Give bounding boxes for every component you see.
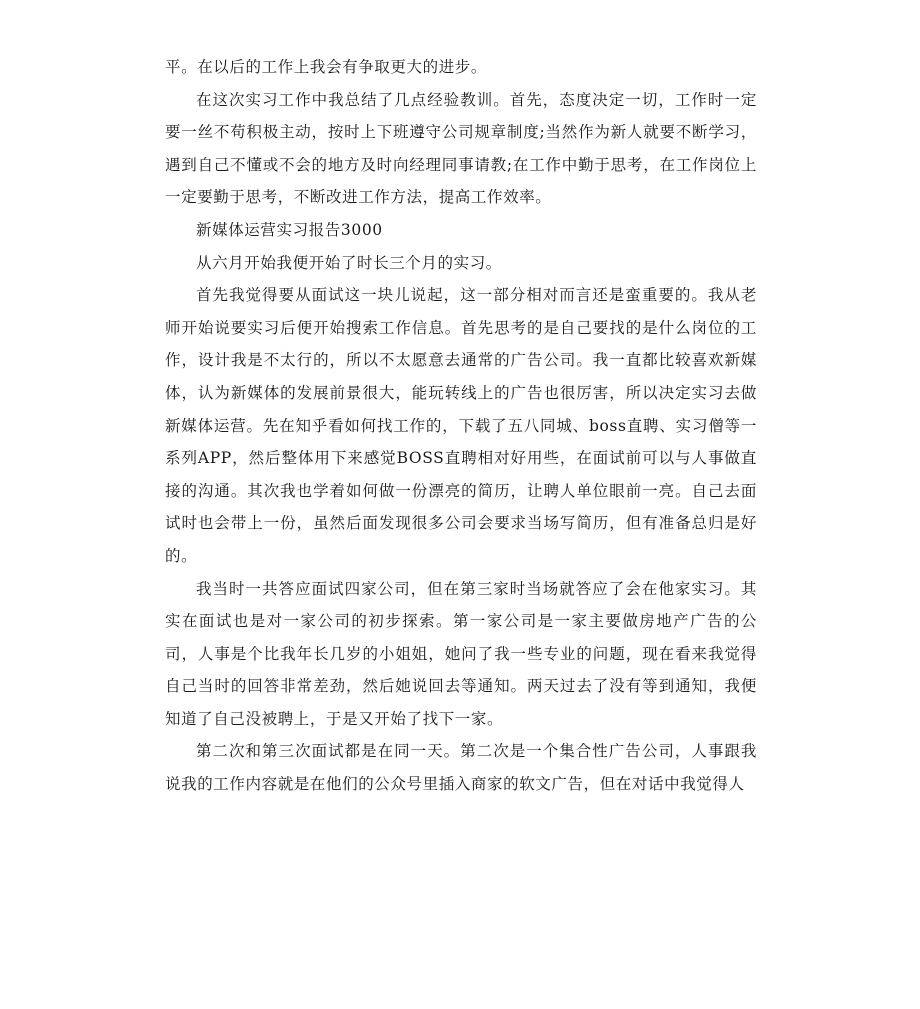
paragraph-second-interview: 第二次和第三次面试都是在同一天。第二次是一个集合性广告公司，人事跟我说我的工作内容就是在他们的公众号里插入商家的软文广告，但在对话中我觉得人 <box>165 742 757 794</box>
paragraph-lessons: 在这次实习工作中我总结了几点经验教训。首先，态度决定一切，工作时一定要一丝不苟积极主动，按时上下班遵守公司规章制度;当然作为新人就要不断学习，遇到自己不懂或不会的地方及时向经理同事请教;在工作中勤于思考，在工作岗位上一定要勤于思考，不断改进工作方法，提高工作效率。 <box>165 90 757 207</box>
paragraph-first-interview: 我当时一共答应面试四家公司，但在第三家时当场就答应了会在他家实习。其实在面试也是对一家公司的初步探索。第一家公司是一家主要做房地产广告的公司，人事是个比我年长几岁的小姐姐，她问了我一些专业的问题，现在看来我觉得自己当时的回答非常差劲，然后她说回去等通知。两天过去了没有等到通知，我便知道了自己没被聘上，于是又开始了找下一家。 <box>165 579 757 728</box>
section-heading: 新媒体运营实习报告3000 <box>196 220 383 239</box>
paragraph-continuation: 平。在以后的工作上我会有争取更大的进步。 <box>165 58 488 76</box>
document-body <box>165 51 757 801</box>
paragraph-interview-prep: 首先我觉得要从面试这一块儿说起，这一部分相对而言还是蛮重要的。我从老师开始说要实习后便开始搜索工作信息。首先思考的是自己要找的是什么岗位的工作，设计我是不太行的，所以不太愿意去通常的广告公司。我一直都比较喜欢新媒体，认为新媒体的发展前景很大，能玩转线上的广告也很厉害，所以决定实习去做新媒体运营。先在知乎看如何找工作的，下载了五八同城、boss直聘、实习僧等一系列APP，然后整体用下来感觉BOSS直聘相对好用些，在面试前可以与人事做直接的沟通。其次我也学着如何做一份漂亮的简历，让聘人单位眼前一亮。自己去面试时也会带上一份，虽然后面发现很多公司会要求当场写简历，但有准备总归是好的。 <box>165 286 757 565</box>
paragraph-intro: 从六月开始我便开始了时长三个月的实习。 <box>196 253 502 272</box>
